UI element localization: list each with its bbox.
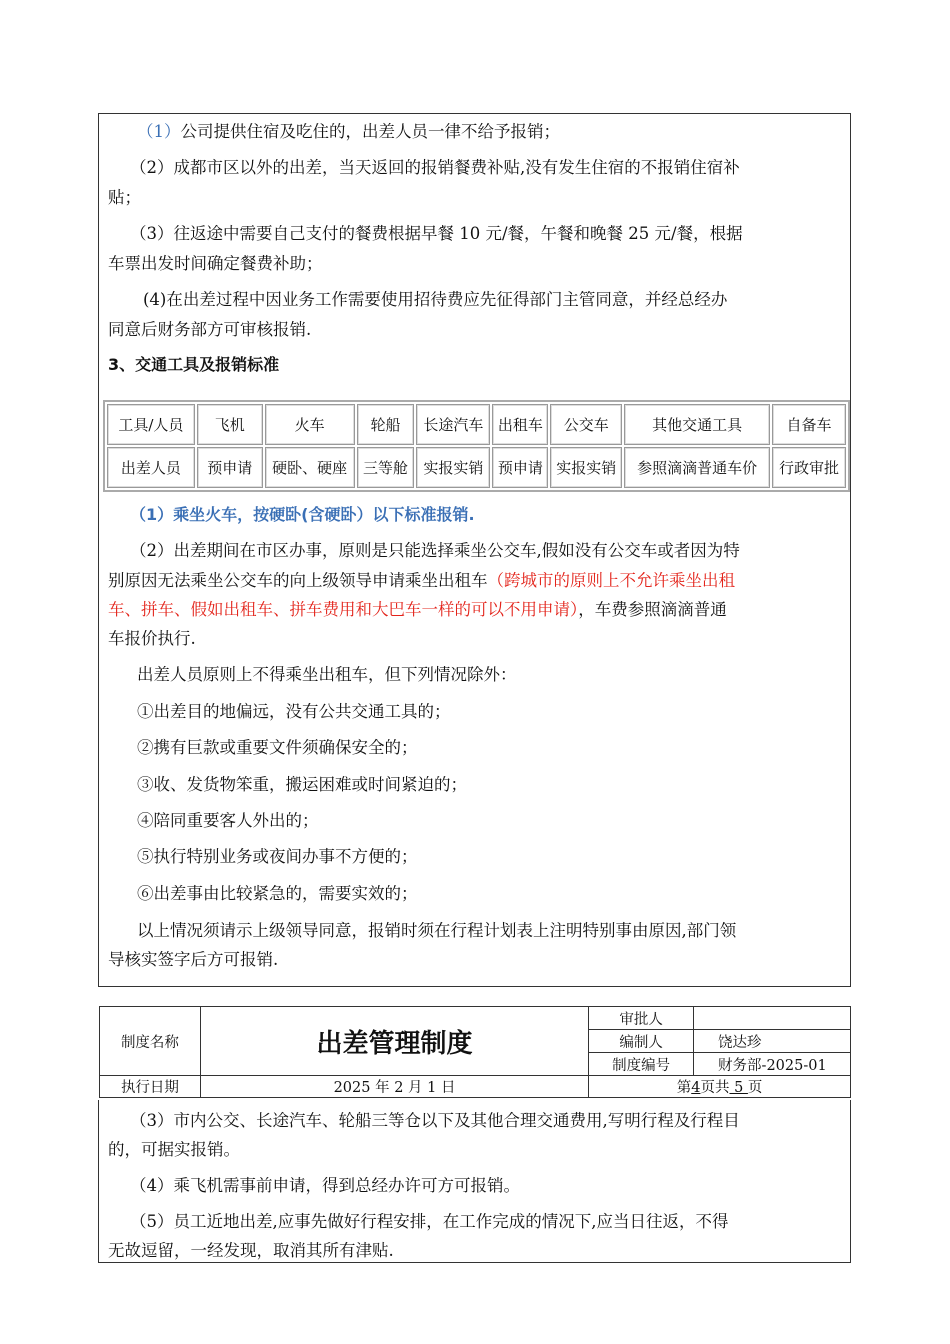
table-cell: 实报实销 [550,447,622,488]
note-city-line3 [108,596,727,624]
item-meal-allowance: （3）往返途中需要自己支付的餐费根据早餐 10 元/餐，午餐和晚餐 25 元/餐，根据 [130,224,743,243]
table-cell: 工具/人员 [107,404,195,445]
page-prefix: 第 [676,1080,692,1096]
short-trip-line2: 无故逗留，一经发现，取消其所有津贴. [108,1241,394,1260]
transport-expense-line1: （3）市内公交、长途汽车、轮船三等仓以下及其他合理交通费用,写明行程及行程目 [130,1111,740,1130]
table-cell: 火车 [265,404,355,445]
item-entertainment-cont: 同意后财务部方可审核报销. [108,320,312,339]
note-city-line2b: （跨城市的原则上不允许乘坐出租 [487,571,735,590]
note-train: （1）乘坐火车，按硬卧(含硬卧）以下标准报销. [130,505,475,524]
closing-line1: 以上情况须请示上级领导同意，报销时须在行程计划表上注明特别事由原因,部门领 [137,921,737,940]
page-current: 4 [691,1080,701,1096]
exception-item: ⑤执行特别业务或夜间办事不方便的； [137,847,418,866]
code-value: 财务部-2025-01 [694,1053,851,1076]
short-trip-line1: （5）员工近地出差,应事先做好行程安排，在工作完成的情况下,应当日往返，不得 [130,1212,729,1231]
table-row [107,447,846,488]
item-accommodation-text: 公司提供住宿及吃住的，出差人员一律不给予报销； [180,122,560,141]
closing-line2: 导核实签字后方可报销. [108,950,279,969]
table-cell: 公交车 [550,404,622,445]
exception-item: ①出差目的地偏远，没有公共交通工具的； [137,702,451,721]
table-cell: 硬卧、硬座 [265,447,355,488]
table-cell: 参照滴滴普通车价 [624,447,770,488]
table-cell: 其他交通工具 [624,404,770,445]
exception-item: ④陪同重要客人外出的； [137,811,319,830]
code-label: 制度编号 [589,1053,694,1076]
table-row [107,404,846,445]
transport-table [103,400,850,492]
flight-rule: （4）乘飞机需事前申请，得到总经办许可方可报销。 [130,1176,520,1195]
page-indicator [589,1076,851,1098]
table-cell: 三等舱 [357,447,415,488]
item-meal-allowance-cont: 车票出发时间确定餐费补助； [108,254,323,273]
approver-label: 审批人 [589,1007,694,1030]
page-mid: 页共 [700,1080,730,1096]
date-value: 2025 年 2 月 1 日 [200,1076,588,1098]
item-entertainment: (4)在出差过程中因业务工作需要使用招待费应先征得部门主管同意，并经总经办 [143,290,728,309]
transport-expense-line2: 的，可据实报销。 [108,1140,240,1159]
page-title: 出差管理制度 [200,1007,588,1076]
editor-value: 饶达珍 [694,1030,851,1053]
note-city-line3a: 车、拼车、假如出租车、拼车费用和大巴车一样的可以不用申请） [108,600,579,619]
table-cell: 预申请 [197,447,263,488]
item-out-of-city: （2）成都市区以外的出差，当天返回的报销餐费补贴,没有发生住宿的不报销住宿补 [130,158,740,177]
item-accommodation: （1）公司提供住宿及吃住的，出差人员一律不给予报销； [137,122,560,141]
exception-item: ②携有巨款或重要文件须确保安全的； [137,738,418,757]
table-cell: 出差人员 [107,447,195,488]
table-cell: 飞机 [197,404,263,445]
page-total: 5 [729,1080,748,1096]
table-cell: 实报实销 [416,447,490,488]
policy-header-table [99,1006,851,1098]
table-cell: 预申请 [492,447,548,488]
editor-label: 编制人 [589,1030,694,1053]
item-out-of-city-cont: 贴； [108,188,141,207]
note-city-line1: （2）出差期间在市区办事，原则是只能选择乘坐公交车,假如没有公交车或者因为特 [130,541,740,560]
note-city-line2 [108,567,735,595]
date-label: 执行日期 [100,1076,201,1098]
exception-item: ③收、发货物笨重，搬运困难或时间紧迫的； [137,775,467,794]
taxi-intro: 出差人员原则上不得乘坐出租车，但下列情况除外： [137,665,517,684]
table-cell: 长途汽车 [416,404,490,445]
table-cell: 行政审批 [772,447,846,488]
table-cell: 自备车 [772,404,846,445]
note-city-line2a: 别原因无法乘坐公交车的向上级领导申请乘坐出租车 [108,571,488,590]
exception-item: ⑥出差事由比较紧急的，需要实效的； [137,884,418,903]
note-city-line3b: ，车费参照滴滴普通 [578,600,727,619]
table-cell: 出租车 [492,404,548,445]
note-city-line4: 车报价执行. [108,629,196,648]
section-heading-transport: 3、交通工具及报销标准 [108,355,280,374]
approver-value [694,1007,851,1030]
table-cell: 轮船 [357,404,415,445]
page-suffix: 页 [747,1080,763,1096]
name-label: 制度名称 [100,1007,201,1076]
